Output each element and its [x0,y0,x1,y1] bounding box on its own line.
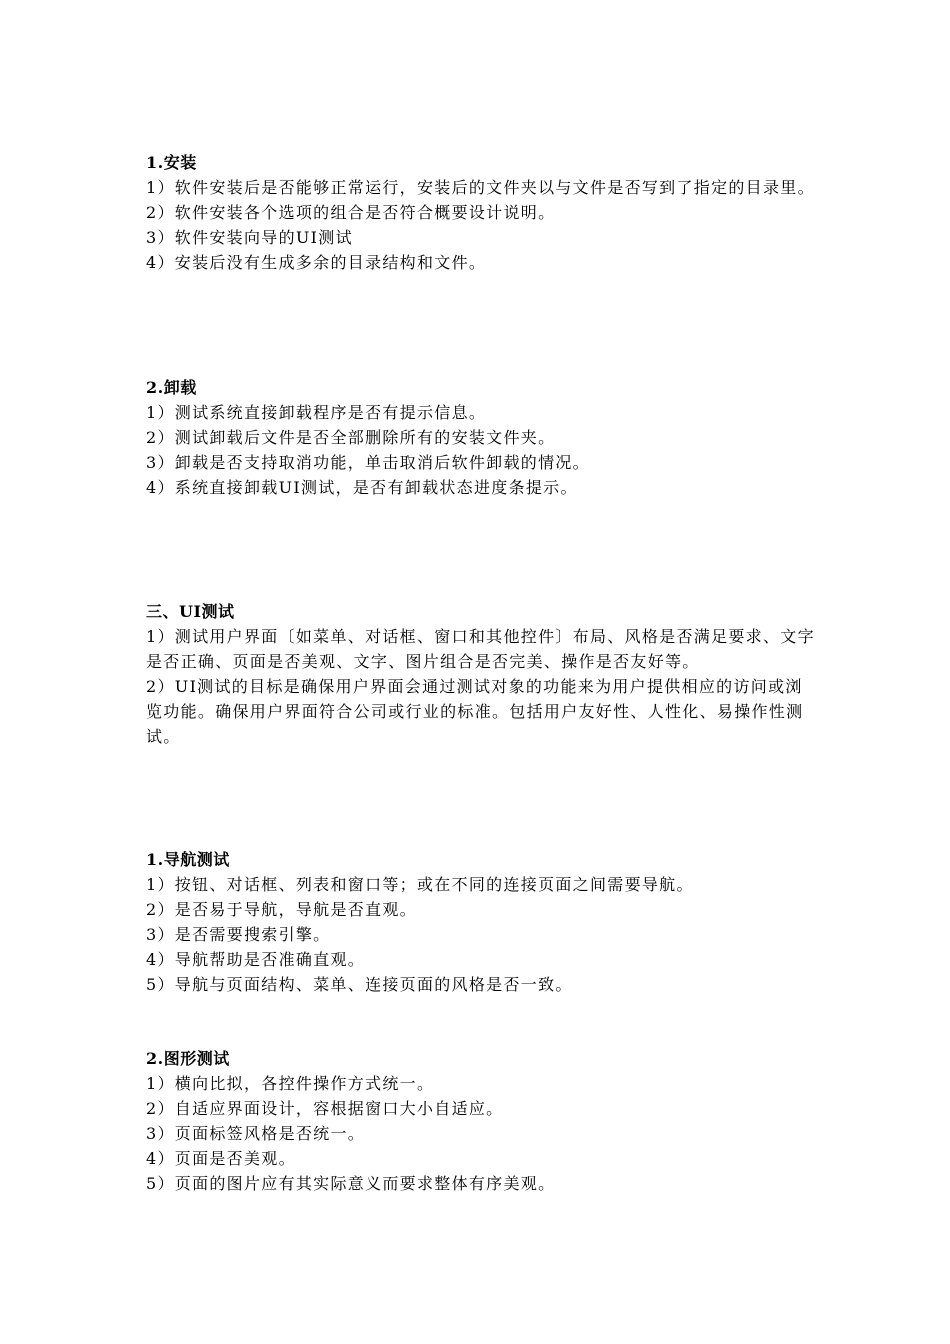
list-item: 1）横向比拟，各控件操作方式统一。 [146,1074,435,1093]
section-heading: 1.导航测试 [146,850,230,869]
list-item: 5）导航与页面结构、菜单、连接页面的风格是否一致。 [146,975,573,994]
section-heading: 2.图形测试 [146,1049,230,1068]
list-item: 4）系统直接卸载UI测试，是否有卸载状态进度条提示。 [146,478,578,497]
list-item: 5）页面的图片应有其实际意义而要求整体有序美观。 [146,1174,556,1193]
list-item: 4）页面是否美观。 [146,1149,296,1168]
section-heading: 2.卸载 [146,378,197,397]
list-item: 2）是否易于导航，导航是否直观。 [146,900,417,919]
list-item: 1）按钮、对话框、列表和窗口等；或在不同的连接页面之间需要导航。 [146,875,694,894]
section-ui-testing [146,599,816,749]
section-graphics-testing [146,1046,816,1196]
section-uninstall [146,375,816,500]
list-item: 3）卸载是否支持取消功能，单击取消后软件卸载的情况。 [146,453,590,472]
list-item: 1）软件安装后是否能够正常运行，安装后的文件夹以与文件是否写到了指定的目录里。 [146,178,815,197]
list-item: 3）软件安装向导的UI测试 [146,228,353,247]
list-item: 2）自适应界面设计，容根据窗口大小自适应。 [146,1099,504,1118]
list-item: 3）是否需要搜索引擎。 [146,925,331,944]
section-heading: 1.安装 [146,153,197,172]
list-item: 2）测试卸载后文件是否全部删除所有的安装文件夹。 [146,428,556,447]
list-item: 2）UI测试的目标是确保用户界面会通过测试对象的功能来为用户提供相应的访问或浏览功能。确保用户界面符合公司或行业的标准。包括用户友好性、人性化、易操作性测试。 [146,677,804,746]
section-install [146,150,816,275]
list-item: 4）安装后没有生成多余的目录结构和文件。 [146,253,487,272]
list-item: 1）测试系统直接卸载程序是否有提示信息。 [146,403,487,422]
list-item: 3）页面标签风格是否统一。 [146,1124,366,1143]
list-item: 1）测试用户界面〔如菜单、对话框、窗口和其他控件〕布局、风格是否满足要求、文字是否正确、页面是否美观、文字、图片组合是否完美、操作是否友好等。 [146,627,815,671]
list-item: 2）软件安装各个选项的组合是否符合概要设计说明。 [146,203,556,222]
list-item: 4）导航帮助是否准确直观。 [146,950,366,969]
section-navigation-testing [146,847,816,997]
section-heading: 三、UI测试 [146,602,235,621]
